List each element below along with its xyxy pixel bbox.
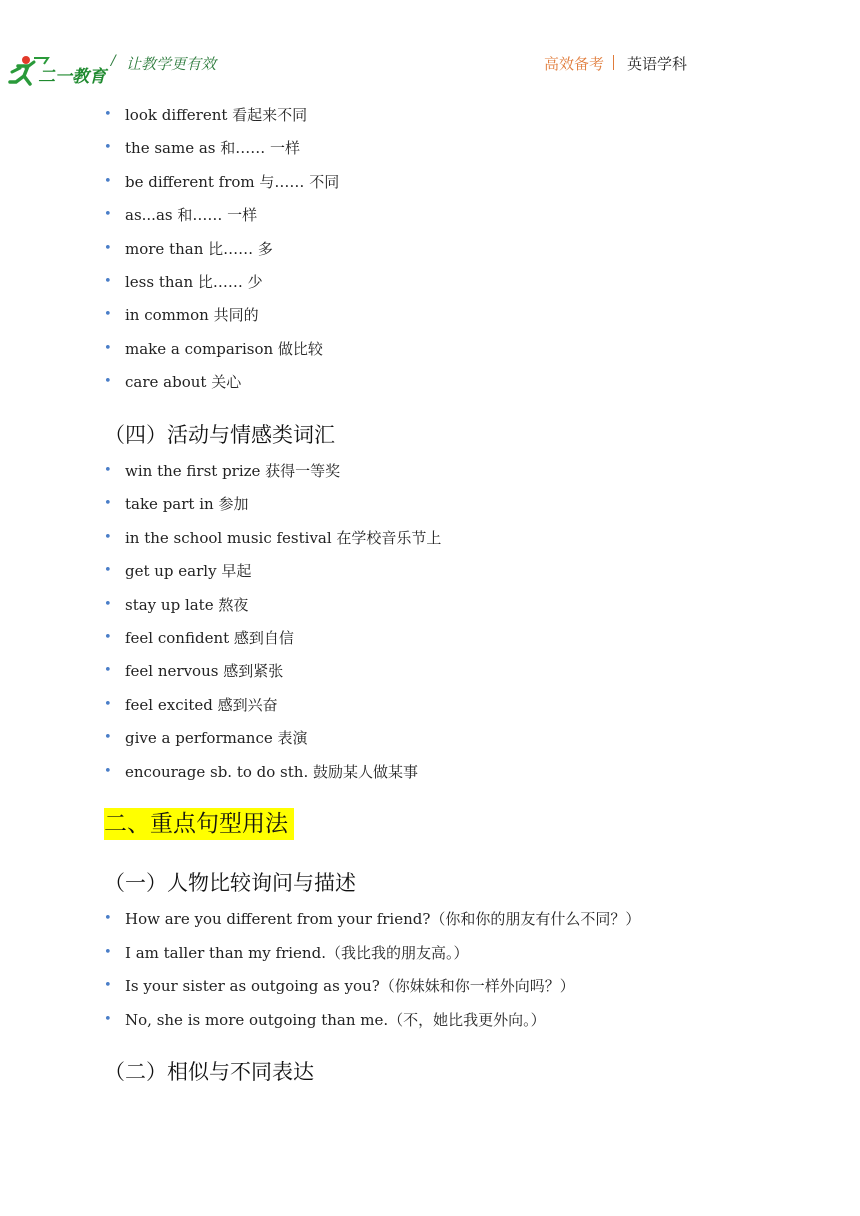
bullet-icon: • [104,174,112,189]
bullet-icon: • [104,978,112,993]
vocab-text: stay up late 熬夜 [125,596,249,614]
section-title: 二、重点句型用法 [104,808,294,840]
bullet-icon: • [104,107,112,122]
bullet-icon: • [104,463,112,478]
bullet-icon: • [104,730,112,745]
sentence-text: I am taller than my friend.（我比我的朋友高。） [125,944,469,962]
sentence-text: Is your sister as outgoing as you?（你妹妹和你一样外向吗？） [125,977,575,995]
subject-label: 英语学科 [627,55,688,73]
bullet-icon: • [104,1012,112,1027]
vocab-text: feel confident 感到自信 [125,629,294,647]
bullet-icon: • [104,274,112,289]
bullet-icon: • [104,140,112,155]
bullet-icon: • [104,663,112,678]
bullet-icon: • [104,563,112,578]
header-separator [613,55,614,70]
subsection-heading: （一）人物比较询问与描述 [104,871,356,895]
vocab-text: the same as 和…… 一样 [125,139,301,157]
header-right-label: 高效备考 [544,55,605,73]
vocab-text: in the school music festival 在学校音乐节上 [125,529,442,547]
bullet-icon: • [104,530,112,545]
bullet-icon: • [104,207,112,222]
logo [4,52,112,92]
sentence-text: No, she is more outgoing than me.（不，她比我更外向。） [125,1011,546,1029]
vocab-text: more than 比…… 多 [125,240,273,258]
page-header [0,0,860,100]
bullet-icon: • [104,374,112,389]
bullet-icon: • [104,945,112,960]
bullet-icon: • [104,341,112,356]
vocab-text: care about 关心 [125,373,242,391]
subsection-heading: （四）活动与情感类词汇 [104,423,335,447]
vocab-text: look different 看起来不同 [125,106,308,124]
vocab-text: give a performance 表演 [125,729,308,747]
vocab-text: be different from 与…… 不同 [125,173,340,191]
sentence-text: How are you different from your friend?（你和你的朋友有什么不同？） [125,910,641,928]
vocab-text: feel excited 感到兴奋 [125,696,278,714]
bullet-icon: • [104,911,112,926]
bullet-icon: • [104,496,112,511]
bullet-icon: • [104,697,112,712]
vocab-text: less than 比…… 少 [125,273,263,291]
vocab-text: win the first prize 获得一等奖 [125,462,341,480]
vocab-text: encourage sb. to do sth. 鼓励某人做某事 [125,763,418,781]
vocab-text: get up early 早起 [125,562,252,580]
vocab-text: feel nervous 感到紧张 [125,662,284,680]
bullet-icon: • [104,597,112,612]
vocab-text: take part in 参加 [125,495,249,513]
slogan: 让教学更有效 [126,55,217,73]
bullet-icon: • [104,307,112,322]
logo-text: 二一教育 [38,67,106,87]
vocab-text: as...as 和…… 一样 [125,206,258,224]
bullet-icon: • [104,241,112,256]
bullet-icon: • [104,630,112,645]
vocab-text: in common 共同的 [125,306,259,324]
vocab-text: make a comparison 做比较 [125,340,323,358]
subsection-heading: （二）相似与不同表达 [104,1060,314,1084]
slogan-divider: / [111,53,116,69]
bullet-icon: • [104,764,112,779]
